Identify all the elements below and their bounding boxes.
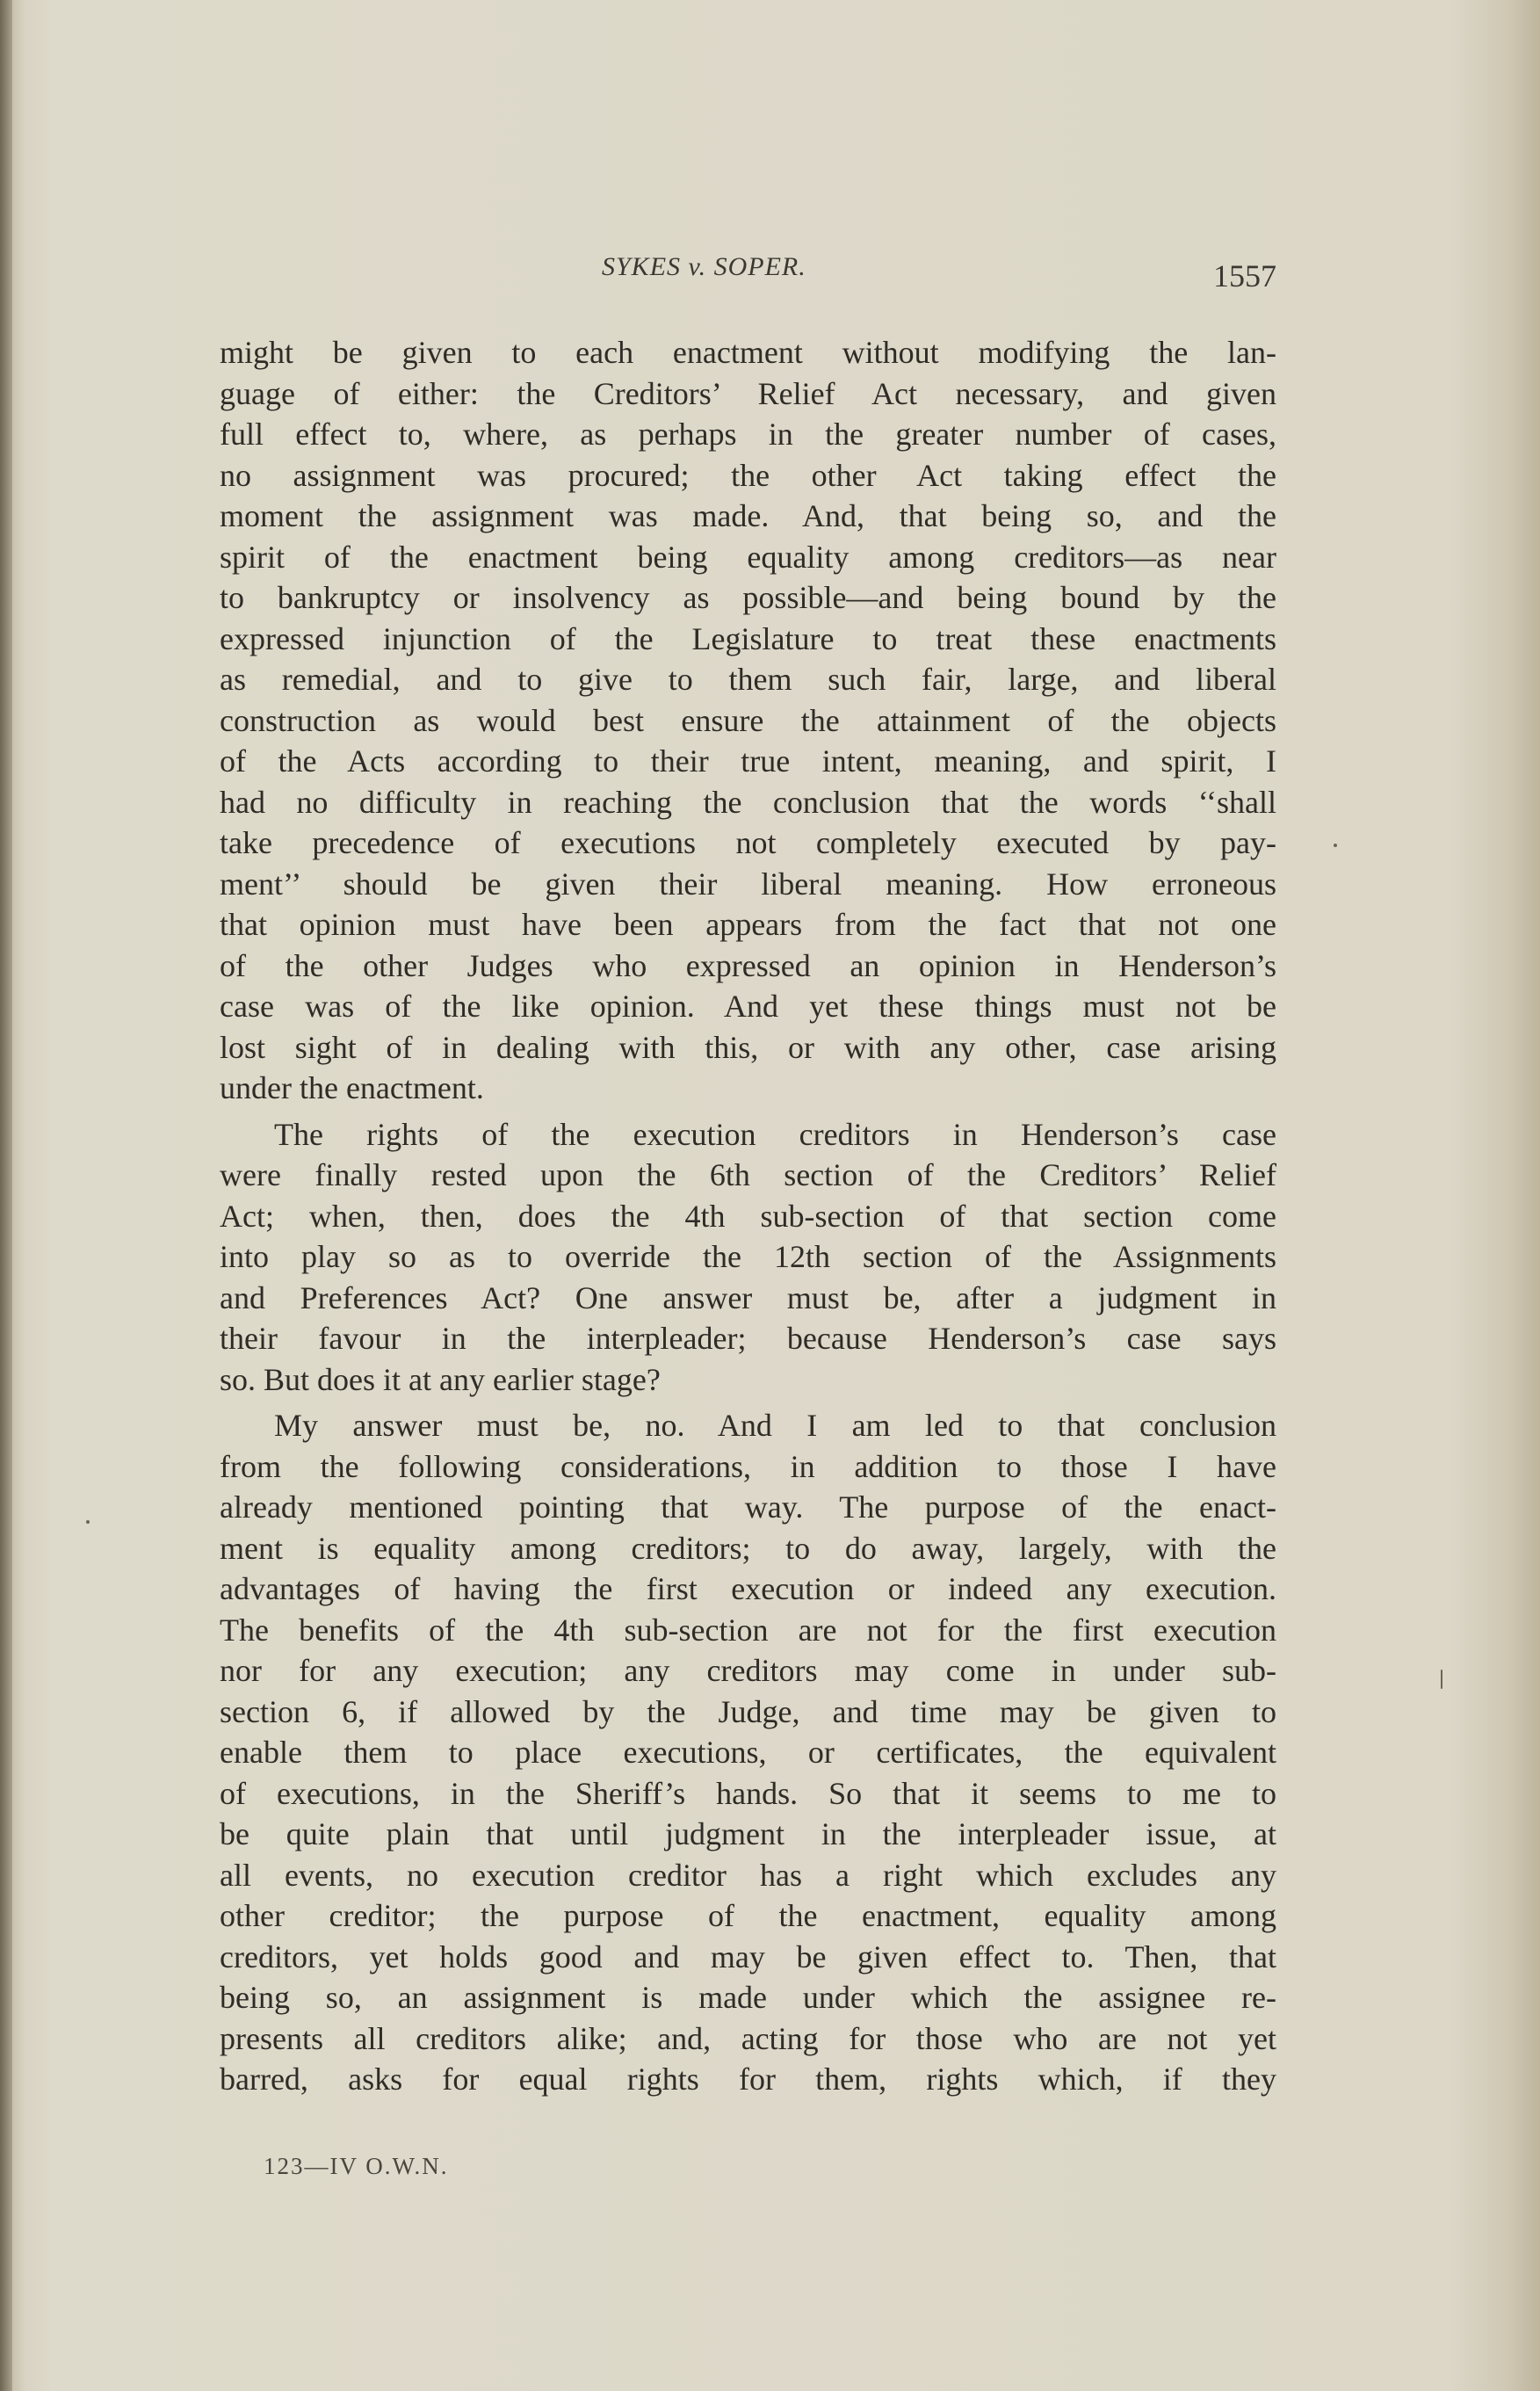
text-line: full effect to, where, as perhaps in the greater number of cases,: [220, 417, 1276, 452]
text-line: take precedence of executions not completely executed by pay-: [220, 825, 1276, 860]
body-text: [220, 332, 1276, 2100]
paragraph: [220, 1114, 1276, 1401]
paragraph: [220, 332, 1276, 1109]
text-line: be quite plain that until judgment in the interpleader issue, at: [220, 1816, 1276, 1851]
text-line: expressed injunction of the Legislature to treat these enactments: [220, 620, 1276, 656]
page-number: 1557: [1213, 258, 1276, 293]
text-line: other creditor; the purpose of the enactment, equality among: [220, 1898, 1276, 1933]
page-header: [220, 249, 1276, 293]
text-line: The rights of the execution creditors in Henderson’s case: [274, 1116, 1276, 1152]
text-line: of executions, in the Sheriff’s hands. So that it seems to me to: [220, 1775, 1276, 1811]
text-line: and Preferences Act? One answer must be, after a judgment in: [220, 1279, 1276, 1315]
text-line: ment is equality among creditors; to do away, largely, with the: [220, 1530, 1276, 1566]
text-line: moment the assignment was made. And, that being so, and the: [220, 498, 1276, 533]
text-line: of the Acts according to their true intent, meaning, and spirit, I: [220, 743, 1276, 779]
text-line: advantages of having the first execution or indeed any execution.: [220, 1571, 1276, 1606]
text-line: from the following considerations, in addition to those I have: [220, 1448, 1276, 1484]
text-line: spirit of the enactment being equality among creditors—as near: [220, 539, 1276, 575]
text-line: might be given to each enactment without modifying the lan-: [220, 335, 1276, 370]
text-line: their favour in the interpleader; because Henderson’s case says: [220, 1321, 1276, 1356]
text-line: had no difficulty in reaching the conclusion that the words ‘‘shall: [220, 784, 1276, 820]
text-line: barred, asks for equal rights for them, rights which, if they: [220, 2061, 1276, 2097]
text-line: construction as would best ensure the attainment of the objects: [220, 702, 1276, 738]
text-line: were finally rested upon the 6th section of the Creditors’ Relief: [220, 1157, 1276, 1192]
text-line: case was of the like opinion. And yet these things must not be: [220, 989, 1276, 1024]
paper-speck: [86, 1520, 90, 1524]
text-line: presents all creditors alike; and, acting for those who are not yet: [220, 2020, 1276, 2056]
text-line: section 6, if allowed by the Judge, and time may be given to: [220, 1693, 1276, 1729]
text-line: no assignment was procured; the other Act taking effect the: [220, 457, 1276, 493]
text-line: enable them to place executions, or certificates, the equivalent: [220, 1735, 1276, 1770]
text-line: creditors, yet holds good and may be given effect to. Then, that: [220, 1938, 1276, 1974]
text-line: of the other Judges who expressed an opinion in Henderson’s: [220, 947, 1276, 983]
text-line: My answer must be, no. And I am led to that conclusion: [274, 1408, 1276, 1443]
text-line: guage of either: the Creditors’ Relief Act necessary, and given: [220, 375, 1276, 411]
text-line: already mentioned pointing that way. The purpose of the enact-: [220, 1489, 1276, 1525]
paper-speck: [1334, 844, 1337, 847]
text-line: ment’’ should be given their liberal meaning. How erroneous: [220, 866, 1276, 902]
text-line: so. But does it at any earlier stage?: [220, 1361, 661, 1397]
text-line: that opinion must have been appears from the fact that not one: [220, 907, 1276, 942]
text-line: as remedial, and to give to them such fair, large, and liberal: [220, 662, 1276, 697]
running-title: SYKES v. SOPER.: [602, 252, 806, 281]
book-spine-shadow: [0, 0, 12, 2391]
signature-mark: 123—IV O.W.N.: [264, 2153, 449, 2179]
paper-mark: [1441, 1670, 1442, 1689]
text-line: into play so as to override the 12th section of the Assignments: [220, 1239, 1276, 1274]
text-line: being so, an assignment is made under which the assignee re-: [220, 1980, 1276, 2015]
text-line: under the enactment.: [220, 1070, 484, 1105]
paragraph: [220, 1405, 1276, 2100]
text-line: to bankruptcy or insolvency as possible—and being bound by the: [220, 580, 1276, 615]
text-line: nor for any execution; any creditors may come in under sub-: [220, 1653, 1276, 1688]
text-line: Act; when, then, does the 4th sub-section of that section come: [220, 1198, 1276, 1234]
text-line: lost sight of in dealing with this, or with any other, case arising: [220, 1029, 1276, 1065]
text-line: The benefits of the 4th sub-section are not for the first execution: [220, 1612, 1276, 1648]
text-line: all events, no execution creditor has a right which excludes any: [220, 1857, 1276, 1893]
